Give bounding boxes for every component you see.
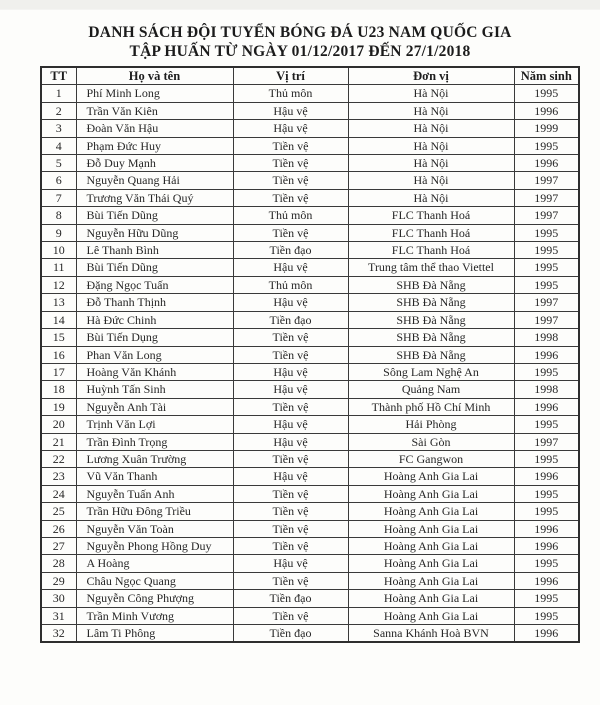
- cell-position: Hậu vệ: [233, 468, 348, 485]
- table-row: [41, 102, 579, 119]
- cell-club: Hoàng Anh Gia Lai: [348, 590, 514, 607]
- cell-tt: 26: [41, 520, 76, 537]
- cell-name: Nguyễn Công Phượng: [76, 590, 233, 607]
- cell-position: Tiền vệ: [233, 329, 348, 346]
- column-header-tt: TT: [41, 67, 76, 85]
- cell-birth-year: 1996: [514, 346, 579, 363]
- cell-name: Phí Minh Long: [76, 85, 233, 102]
- table-row: [41, 625, 579, 643]
- cell-birth-year: 1995: [514, 485, 579, 502]
- cell-club: Sài Gòn: [348, 433, 514, 450]
- cell-club: Hà Nội: [348, 85, 514, 102]
- cell-tt: 11: [41, 259, 76, 276]
- cell-club: Hoàng Anh Gia Lai: [348, 503, 514, 520]
- cell-birth-year: 1995: [514, 363, 579, 380]
- cell-birth-year: 1997: [514, 207, 579, 224]
- cell-club: Hà Nội: [348, 120, 514, 137]
- cell-position: Tiền vệ: [233, 572, 348, 589]
- document-title-line1: DANH SÁCH ĐỘI TUYỂN BÓNG ĐÁ U23 NAM QUỐC GIA: [88, 24, 512, 41]
- cell-birth-year: 1995: [514, 85, 579, 102]
- table-row: [41, 329, 579, 346]
- cell-tt: 15: [41, 329, 76, 346]
- cell-position: Tiền vệ: [233, 346, 348, 363]
- cell-club: FLC Thanh Hoá: [348, 242, 514, 259]
- cell-birth-year: 1995: [514, 224, 579, 241]
- cell-club: Hải Phòng: [348, 416, 514, 433]
- table-row: [41, 607, 579, 624]
- cell-club: Hà Nội: [348, 102, 514, 119]
- cell-birth-year: 1995: [514, 555, 579, 572]
- cell-birth-year: 1999: [514, 120, 579, 137]
- cell-club: FLC Thanh Hoá: [348, 207, 514, 224]
- table-row: [41, 503, 579, 520]
- cell-club: Hà Nội: [348, 172, 514, 189]
- cell-club: Sanna Khánh Hoà BVN: [348, 625, 514, 643]
- cell-tt: 8: [41, 207, 76, 224]
- cell-name: Nguyễn Phong Hồng Duy: [76, 537, 233, 554]
- cell-tt: 30: [41, 590, 76, 607]
- cell-birth-year: 1996: [514, 155, 579, 172]
- cell-tt: 18: [41, 381, 76, 398]
- cell-club: Sông Lam Nghệ An: [348, 363, 514, 380]
- cell-position: Tiền vệ: [233, 450, 348, 467]
- cell-tt: 23: [41, 468, 76, 485]
- table-row: [41, 155, 579, 172]
- cell-birth-year: 1996: [514, 625, 579, 643]
- cell-name: Nguyễn Văn Toàn: [76, 520, 233, 537]
- cell-club: Hà Nội: [348, 155, 514, 172]
- cell-tt: 9: [41, 224, 76, 241]
- cell-position: Hậu vệ: [233, 381, 348, 398]
- cell-birth-year: 1998: [514, 381, 579, 398]
- cell-birth-year: 1997: [514, 189, 579, 206]
- cell-tt: 14: [41, 311, 76, 328]
- cell-tt: 25: [41, 503, 76, 520]
- cell-position: Tiền đạo: [233, 242, 348, 259]
- cell-club: SHB Đà Nẵng: [348, 276, 514, 293]
- cell-tt: 6: [41, 172, 76, 189]
- cell-tt: 2: [41, 102, 76, 119]
- cell-club: Hoàng Anh Gia Lai: [348, 468, 514, 485]
- cell-position: Hậu vệ: [233, 555, 348, 572]
- cell-position: Hậu vệ: [233, 259, 348, 276]
- cell-birth-year: 1995: [514, 137, 579, 154]
- cell-birth-year: 1995: [514, 276, 579, 293]
- cell-club: Hoàng Anh Gia Lai: [348, 485, 514, 502]
- cell-birth-year: 1997: [514, 433, 579, 450]
- cell-name: Nguyễn Anh Tài: [76, 398, 233, 415]
- cell-position: Tiền vệ: [233, 224, 348, 241]
- table-row: [41, 433, 579, 450]
- cell-birth-year: 1997: [514, 294, 579, 311]
- cell-tt: 22: [41, 450, 76, 467]
- cell-position: Hậu vệ: [233, 294, 348, 311]
- table-row: [41, 572, 579, 589]
- cell-tt: 32: [41, 625, 76, 643]
- cell-name: Lê Thanh Bình: [76, 242, 233, 259]
- cell-birth-year: 1995: [514, 242, 579, 259]
- cell-birth-year: 1997: [514, 172, 579, 189]
- cell-club: Hoàng Anh Gia Lai: [348, 572, 514, 589]
- cell-birth-year: 1998: [514, 329, 579, 346]
- cell-name: Vũ Văn Thanh: [76, 468, 233, 485]
- cell-club: Hà Nội: [348, 189, 514, 206]
- cell-tt: 31: [41, 607, 76, 624]
- cell-club: FC Gangwon: [348, 450, 514, 467]
- cell-name: Hoàng Văn Khánh: [76, 363, 233, 380]
- cell-position: Tiền vệ: [233, 485, 348, 502]
- table-row: [41, 363, 579, 380]
- cell-club: Hoàng Anh Gia Lai: [348, 520, 514, 537]
- cell-birth-year: 1996: [514, 102, 579, 119]
- cell-birth-year: 1997: [514, 311, 579, 328]
- cell-position: Thủ môn: [233, 207, 348, 224]
- cell-position: Tiền vệ: [233, 520, 348, 537]
- cell-club: Quảng Nam: [348, 381, 514, 398]
- cell-position: Tiền vệ: [233, 189, 348, 206]
- cell-birth-year: 1995: [514, 259, 579, 276]
- table-row: [41, 590, 579, 607]
- cell-birth-year: 1996: [514, 537, 579, 554]
- column-header-club: Đơn vị: [348, 67, 514, 85]
- cell-name: Trần Văn Kiên: [76, 102, 233, 119]
- cell-name: Đỗ Duy Mạnh: [76, 155, 233, 172]
- cell-tt: 16: [41, 346, 76, 363]
- cell-name: Đoàn Văn Hậu: [76, 120, 233, 137]
- cell-tt: 7: [41, 189, 76, 206]
- cell-club: SHB Đà Nẵng: [348, 329, 514, 346]
- table-row: [41, 172, 579, 189]
- cell-club: Hoàng Anh Gia Lai: [348, 555, 514, 572]
- cell-name: Phan Văn Long: [76, 346, 233, 363]
- cell-position: Hậu vệ: [233, 363, 348, 380]
- table-row: [41, 520, 579, 537]
- players-table: [40, 66, 580, 643]
- cell-name: Phạm Đức Huy: [76, 137, 233, 154]
- table-row: [41, 398, 579, 415]
- cell-name: Trịnh Văn Lợi: [76, 416, 233, 433]
- cell-tt: 10: [41, 242, 76, 259]
- cell-tt: 21: [41, 433, 76, 450]
- table-row: [41, 120, 579, 137]
- table-row: [41, 381, 579, 398]
- cell-birth-year: 1995: [514, 607, 579, 624]
- cell-position: Tiền vệ: [233, 398, 348, 415]
- cell-tt: 29: [41, 572, 76, 589]
- cell-position: Hậu vệ: [233, 416, 348, 433]
- table-row: [41, 416, 579, 433]
- table-row: [41, 189, 579, 206]
- cell-club: SHB Đà Nẵng: [348, 294, 514, 311]
- cell-tt: 4: [41, 137, 76, 154]
- table-row: [41, 242, 579, 259]
- cell-club: Hoàng Anh Gia Lai: [348, 537, 514, 554]
- cell-club: SHB Đà Nẵng: [348, 311, 514, 328]
- document-title-line2: TẬP HUẤN TỪ NGÀY 01/12/2017 ĐẾN 27/1/2018: [129, 43, 471, 60]
- cell-name: Bùi Tiến Dụng: [76, 329, 233, 346]
- cell-tt: 27: [41, 537, 76, 554]
- cell-club: Hà Nội: [348, 137, 514, 154]
- cell-name: Hà Đức Chinh: [76, 311, 233, 328]
- cell-name: Huỳnh Tấn Sinh: [76, 381, 233, 398]
- column-header-birth-year: Năm sinh: [514, 67, 579, 85]
- cell-position: Tiền vệ: [233, 137, 348, 154]
- table-row: [41, 259, 579, 276]
- cell-tt: 12: [41, 276, 76, 293]
- table-header-row: [41, 67, 579, 85]
- column-header-name: Họ và tên: [76, 67, 233, 85]
- document-page: [0, 23, 600, 643]
- cell-name: A Hoàng: [76, 555, 233, 572]
- cell-tt: 20: [41, 416, 76, 433]
- cell-position: Tiền đạo: [233, 625, 348, 643]
- cell-name: Lâm Ti Phông: [76, 625, 233, 643]
- cell-birth-year: 1995: [514, 450, 579, 467]
- cell-birth-year: 1995: [514, 590, 579, 607]
- cell-tt: 17: [41, 363, 76, 380]
- cell-position: Thủ môn: [233, 276, 348, 293]
- cell-birth-year: 1995: [514, 416, 579, 433]
- cell-tt: 1: [41, 85, 76, 102]
- table-row: [41, 485, 579, 502]
- table-row: [41, 311, 579, 328]
- cell-name: Trần Minh Vương: [76, 607, 233, 624]
- cell-birth-year: 1996: [514, 520, 579, 537]
- column-header-position: Vị trí: [233, 67, 348, 85]
- cell-name: Nguyễn Tuấn Anh: [76, 485, 233, 502]
- cell-position: Tiền đạo: [233, 590, 348, 607]
- cell-position: Tiền vệ: [233, 537, 348, 554]
- scan-top-band: [0, 0, 600, 10]
- cell-club: FLC Thanh Hoá: [348, 224, 514, 241]
- cell-name: Trần Đình Trọng: [76, 433, 233, 450]
- table-row: [41, 137, 579, 154]
- cell-club: SHB Đà Nẵng: [348, 346, 514, 363]
- table-row: [41, 555, 579, 572]
- cell-name: Trần Hữu Đông Triều: [76, 503, 233, 520]
- cell-birth-year: 1995: [514, 503, 579, 520]
- cell-club: Hoàng Anh Gia Lai: [348, 607, 514, 624]
- cell-name: Bùi Tiến Dũng: [76, 207, 233, 224]
- table-row: [41, 85, 579, 102]
- table-row: [41, 450, 579, 467]
- cell-tt: 24: [41, 485, 76, 502]
- cell-position: Tiền vệ: [233, 172, 348, 189]
- cell-name: Trương Văn Thái Quý: [76, 189, 233, 206]
- cell-name: Lương Xuân Trường: [76, 450, 233, 467]
- cell-club: Thành phố Hồ Chí Minh: [348, 398, 514, 415]
- cell-position: Hậu vệ: [233, 120, 348, 137]
- cell-name: Bùi Tiến Dũng: [76, 259, 233, 276]
- table-row: [41, 224, 579, 241]
- cell-name: Đỗ Thanh Thịnh: [76, 294, 233, 311]
- table-row: [41, 346, 579, 363]
- cell-position: Tiền đạo: [233, 311, 348, 328]
- cell-tt: 5: [41, 155, 76, 172]
- cell-tt: 13: [41, 294, 76, 311]
- cell-birth-year: 1996: [514, 468, 579, 485]
- table-row: [41, 468, 579, 485]
- cell-tt: 28: [41, 555, 76, 572]
- cell-name: Nguyễn Quang Hải: [76, 172, 233, 189]
- cell-position: Hậu vệ: [233, 102, 348, 119]
- cell-position: Tiền vệ: [233, 503, 348, 520]
- table-row: [41, 276, 579, 293]
- cell-position: Hậu vệ: [233, 433, 348, 450]
- cell-position: Thủ môn: [233, 85, 348, 102]
- cell-club: Trung tâm thể thao Viettel: [348, 259, 514, 276]
- cell-position: Tiền vệ: [233, 155, 348, 172]
- cell-tt: 3: [41, 120, 76, 137]
- table-row: [41, 294, 579, 311]
- cell-position: Tiền vệ: [233, 607, 348, 624]
- table-row: [41, 207, 579, 224]
- table-row: [41, 537, 579, 554]
- cell-tt: 19: [41, 398, 76, 415]
- cell-birth-year: 1996: [514, 572, 579, 589]
- cell-name: Châu Ngọc Quang: [76, 572, 233, 589]
- cell-birth-year: 1996: [514, 398, 579, 415]
- cell-name: Đặng Ngọc Tuấn: [76, 276, 233, 293]
- document-title-block: [0, 23, 600, 61]
- cell-name: Nguyễn Hữu Dũng: [76, 224, 233, 241]
